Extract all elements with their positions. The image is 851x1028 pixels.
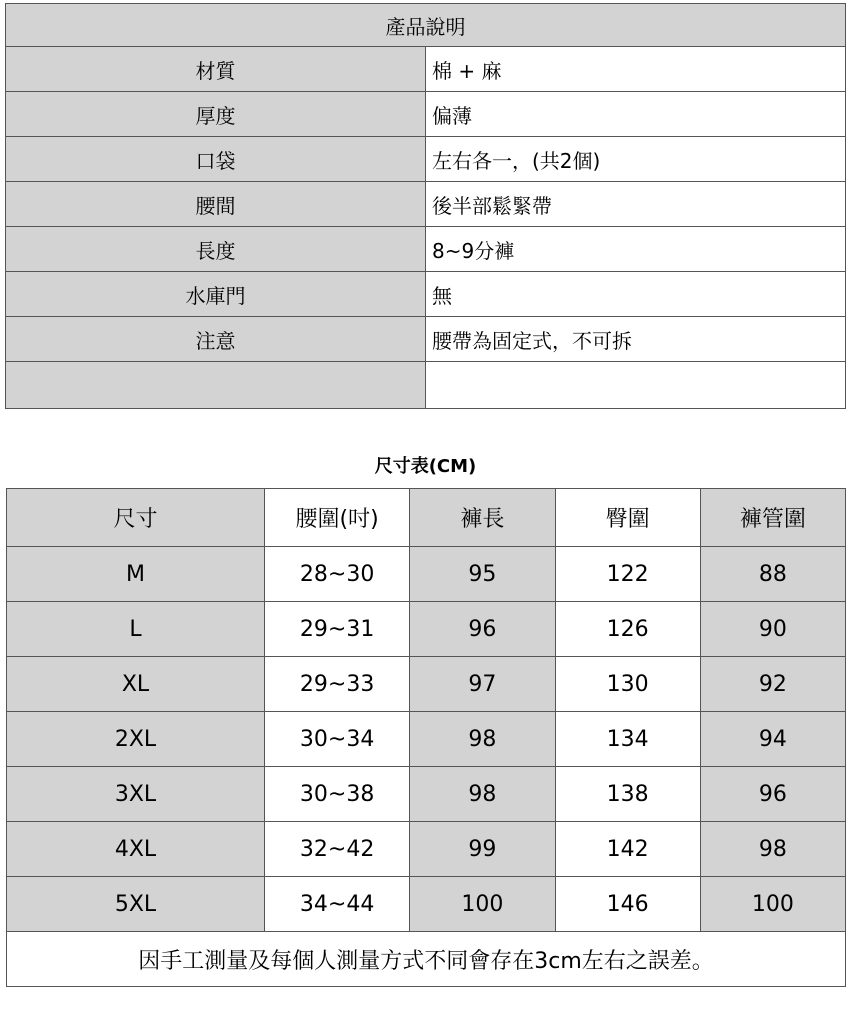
size-value-cell: 32~42 [265, 822, 410, 877]
size-value-cell: 146 [555, 877, 700, 932]
row-value: 無 [426, 272, 846, 317]
row-value: 8~9分褲 [426, 227, 846, 272]
description-row [6, 92, 846, 137]
row-label: 水庫門 [6, 272, 426, 317]
size-value-cell: 88 [700, 547, 845, 602]
description-row [6, 182, 846, 227]
size-value-cell: 142 [555, 822, 700, 877]
size-row [7, 877, 846, 932]
measurement-note: 因手工測量及每個人測量方式不同會存在3cm左右之誤差。 [7, 932, 846, 987]
size-chart-title: 尺寸表(CM) [374, 456, 477, 477]
size-value-cell: 94 [700, 712, 845, 767]
size-value-cell: 98 [410, 712, 555, 767]
size-value-cell: 100 [410, 877, 555, 932]
row-label: 口袋 [6, 137, 426, 182]
size-row [7, 657, 846, 712]
size-value-cell: 138 [555, 767, 700, 822]
header-cell: 褲管圍 [700, 489, 845, 547]
header-cell: 褲長 [410, 489, 555, 547]
size-label-cell: 4XL [7, 822, 265, 877]
description-row [6, 317, 846, 362]
row-label: 厚度 [6, 92, 426, 137]
size-value-cell: 34~44 [265, 877, 410, 932]
size-label-cell: 5XL [7, 877, 265, 932]
row-label: 長度 [6, 227, 426, 272]
description-empty-row [6, 362, 846, 409]
size-value-cell: 99 [410, 822, 555, 877]
size-value-cell: 134 [555, 712, 700, 767]
size-row [7, 822, 846, 877]
row-label: 腰間 [6, 182, 426, 227]
empty-value-cell [426, 362, 846, 409]
size-row [7, 547, 846, 602]
row-value: 棉 + 麻 [426, 47, 846, 92]
description-row [6, 227, 846, 272]
description-row [6, 272, 846, 317]
size-value-cell: 122 [555, 547, 700, 602]
size-value-cell: 126 [555, 602, 700, 657]
size-value-cell: 100 [700, 877, 845, 932]
size-value-cell: 97 [410, 657, 555, 712]
size-value-cell: 98 [700, 822, 845, 877]
size-label-cell: XL [7, 657, 265, 712]
row-label: 注意 [6, 317, 426, 362]
size-value-cell: 96 [700, 767, 845, 822]
size-value-cell: 130 [555, 657, 700, 712]
row-value: 後半部鬆緊帶 [426, 182, 846, 227]
size-value-cell: 30~34 [265, 712, 410, 767]
product-description-table [5, 3, 846, 409]
description-row [6, 47, 846, 92]
size-note-row [7, 932, 846, 987]
size-value-cell: 90 [700, 602, 845, 657]
row-value: 左右各一，(共2個) [426, 137, 846, 182]
size-label-cell: L [7, 602, 265, 657]
description-title: 產品說明 [6, 4, 846, 47]
empty-label-cell [6, 362, 426, 409]
row-value: 腰帶為固定式，不可拆 [426, 317, 846, 362]
size-value-cell: 29~33 [265, 657, 410, 712]
size-label-cell: M [7, 547, 265, 602]
row-value: 偏薄 [426, 92, 846, 137]
size-value-cell: 29~31 [265, 602, 410, 657]
header-cell: 腰圍(吋) [265, 489, 410, 547]
size-row [7, 767, 846, 822]
size-value-cell: 28~30 [265, 547, 410, 602]
size-row [7, 712, 846, 767]
size-value-cell: 96 [410, 602, 555, 657]
size-label-cell: 3XL [7, 767, 265, 822]
size-value-cell: 30~38 [265, 767, 410, 822]
row-label: 材質 [6, 47, 426, 92]
size-value-cell: 92 [700, 657, 845, 712]
size-label-cell: 2XL [7, 712, 265, 767]
size-header-row [7, 489, 846, 547]
size-chart-table [6, 488, 846, 987]
size-value-cell: 98 [410, 767, 555, 822]
size-row [7, 602, 846, 657]
description-row [6, 137, 846, 182]
header-cell: 臀圍 [555, 489, 700, 547]
header-cell: 尺寸 [7, 489, 265, 547]
size-value-cell: 95 [410, 547, 555, 602]
